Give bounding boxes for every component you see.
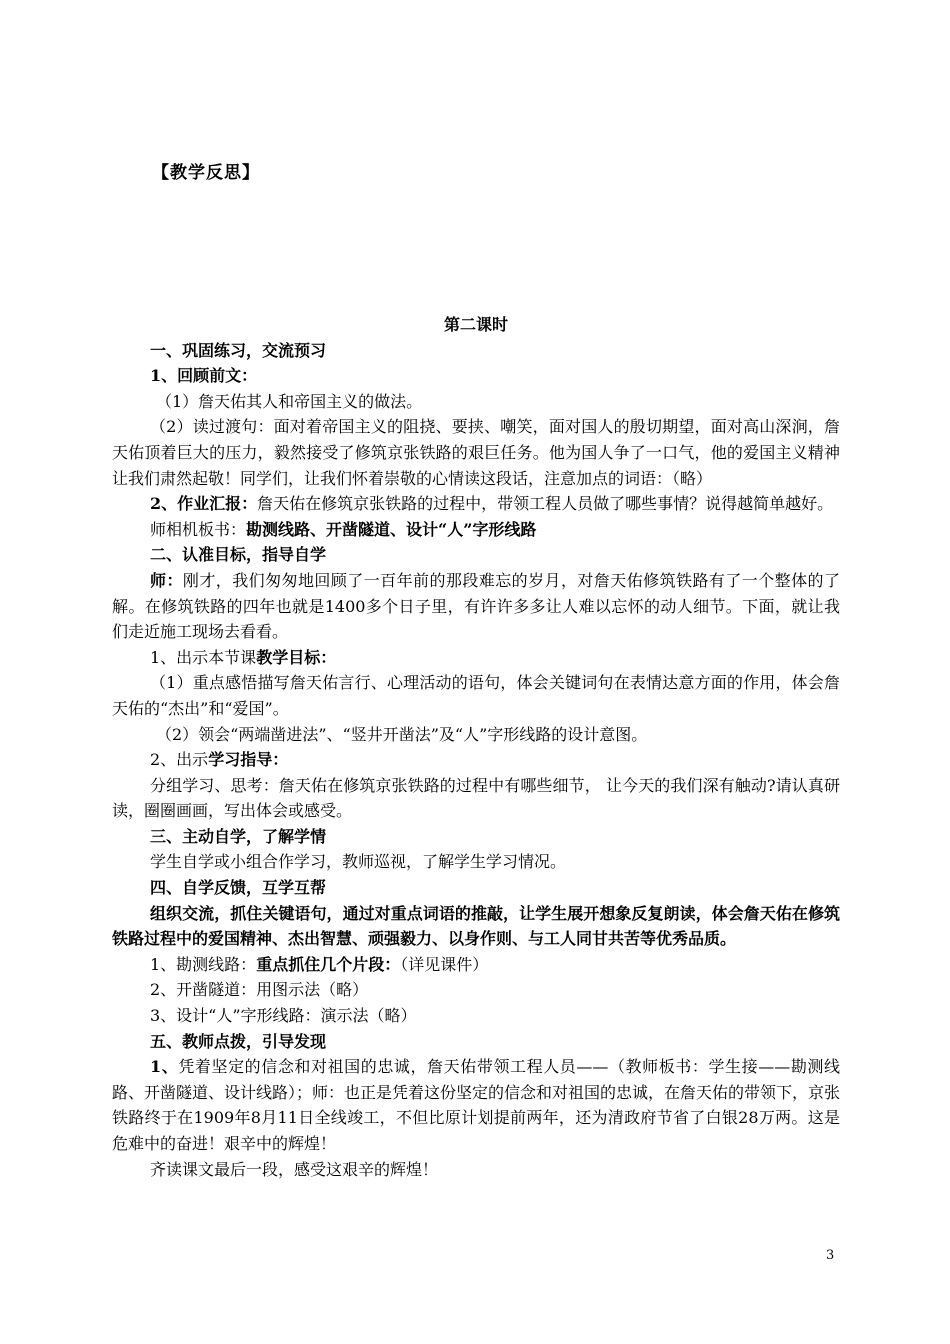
guidance-paragraph: 1、凭着坚定的信念和对祖国的忠诚，詹天佑带领工程人员——（教师板书：学生接——勘测线路、开凿隧道、设计线路）；师：也正是凭着这份坚定的信念和对祖国的忠诚，在詹天佑的带领下，京张铁路终于在1909年8月11日全线竣工，不但比原计划提前两年，还为清政府节省了白银28万两。这是危难中的奋进！艰辛中的辉煌！ bbox=[112, 1057, 841, 1153]
board-note bbox=[112, 517, 840, 543]
goal-item-1: （1）重点感悟描写詹天佑言行、心理活动的语句，体会关键词句在表情达意方面的作用，体会詹天佑的“杰出”和“爱国”。 bbox=[112, 673, 840, 718]
board-text: 勘测线路、开凿隧道、设计“人”字形线路 bbox=[246, 519, 537, 539]
section-heading-2: 二、认准目标，指导自学 bbox=[150, 545, 327, 565]
lesson-content bbox=[112, 312, 840, 1182]
section-heading-5: 五、教师点拨，引导发现 bbox=[150, 1031, 327, 1051]
section-heading-4: 四、自学反馈，互学互帮 bbox=[150, 878, 327, 898]
feedback-text: 组织交流，抓住关键语句，通过对重点词语的推敲，让学生展开想象反复朗读，体会詹天佑在修筑铁路过程中的爱国精神、杰出智慧、顽强毅力、以身作则、与工人同甘共苦等优秀品质。 bbox=[112, 903, 840, 949]
guide-line: 2、出示学习指导： bbox=[150, 750, 289, 770]
feedback-item-3: 3、设计“人”字形线路：演示法（略） bbox=[150, 1006, 417, 1026]
board-label: 师相机板书： bbox=[150, 519, 247, 539]
homework-label: 2、作业汇报： bbox=[150, 494, 258, 514]
review-item-2: （2）读过渡句：面对着帝国主义的阻挠、要挟、嘲笑，面对国人的殷切期望，面对高山深涧，詹天佑顶着巨大的压力，毅然接受了修筑京张铁路的艰巨任务。他为国人争了一口气，他的爱国主义精神让我们肃然起敬！同学们，让我们怀着崇敬的心情读这段话，注意加点的词语：（略） bbox=[112, 417, 840, 488]
subheading-review: 1、回顾前文： bbox=[150, 366, 258, 386]
guide-text: 分组学习、思考：詹天佑在修筑京张铁路的过程中有哪些细节， 让今天的我们深有触动?请认真研读，圈圈画画，写出体会或感受。 bbox=[112, 775, 840, 821]
goals-label: 教学目标： bbox=[256, 647, 337, 667]
homework-report bbox=[112, 491, 840, 517]
self-study-text: 学生自学或小组合作学习，教师巡视，了解学生学习情况。 bbox=[150, 852, 567, 872]
teacher-label: 师： bbox=[150, 570, 183, 590]
closing-reading: 齐读课文最后一段，感受这艰辛的辉煌！ bbox=[150, 1159, 439, 1179]
feedback-item-1: 1、勘测线路：重点抓住几个片段：（详见课件） bbox=[150, 954, 489, 974]
goals-line: 1、出示本节课教学目标： bbox=[150, 647, 337, 667]
homework-text: 詹天佑在修筑京张铁路的过程中，带领工程人员做了哪些事情？说得越简单越好。 bbox=[257, 494, 834, 514]
goal-item-2: （2）领会“两端凿进法”、“竖井开凿法”及“人”字形线路的设计意图。 bbox=[156, 724, 648, 744]
guide-label: 学习指导： bbox=[208, 750, 289, 770]
section-heading-1: 一、巩固练习，交流预习 bbox=[150, 340, 327, 360]
section-heading-3: 三、主动自学，了解学情 bbox=[150, 826, 327, 846]
review-item-1: （1）詹天佑其人和帝国主义的做法。 bbox=[156, 391, 423, 411]
teacher-text: 刚才，我们匆匆地回顾了一百年前的那段难忘的岁月，对詹天佑修筑铁路有了一个整体的了解。在修筑铁路的四年也就是1400多个日子里，有许许多多让人难以忘怀的动人细节。下面，就让我们走近施工现场去看看。 bbox=[112, 570, 840, 642]
reflection-heading: 【教学反思】 bbox=[152, 163, 260, 183]
page-number: 3 bbox=[826, 1248, 835, 1263]
teacher-intro bbox=[112, 568, 840, 645]
feedback-item-2: 2、开凿隧道：用图示法（略） bbox=[150, 980, 369, 1000]
lesson-title: 第二课时 bbox=[443, 315, 508, 334]
